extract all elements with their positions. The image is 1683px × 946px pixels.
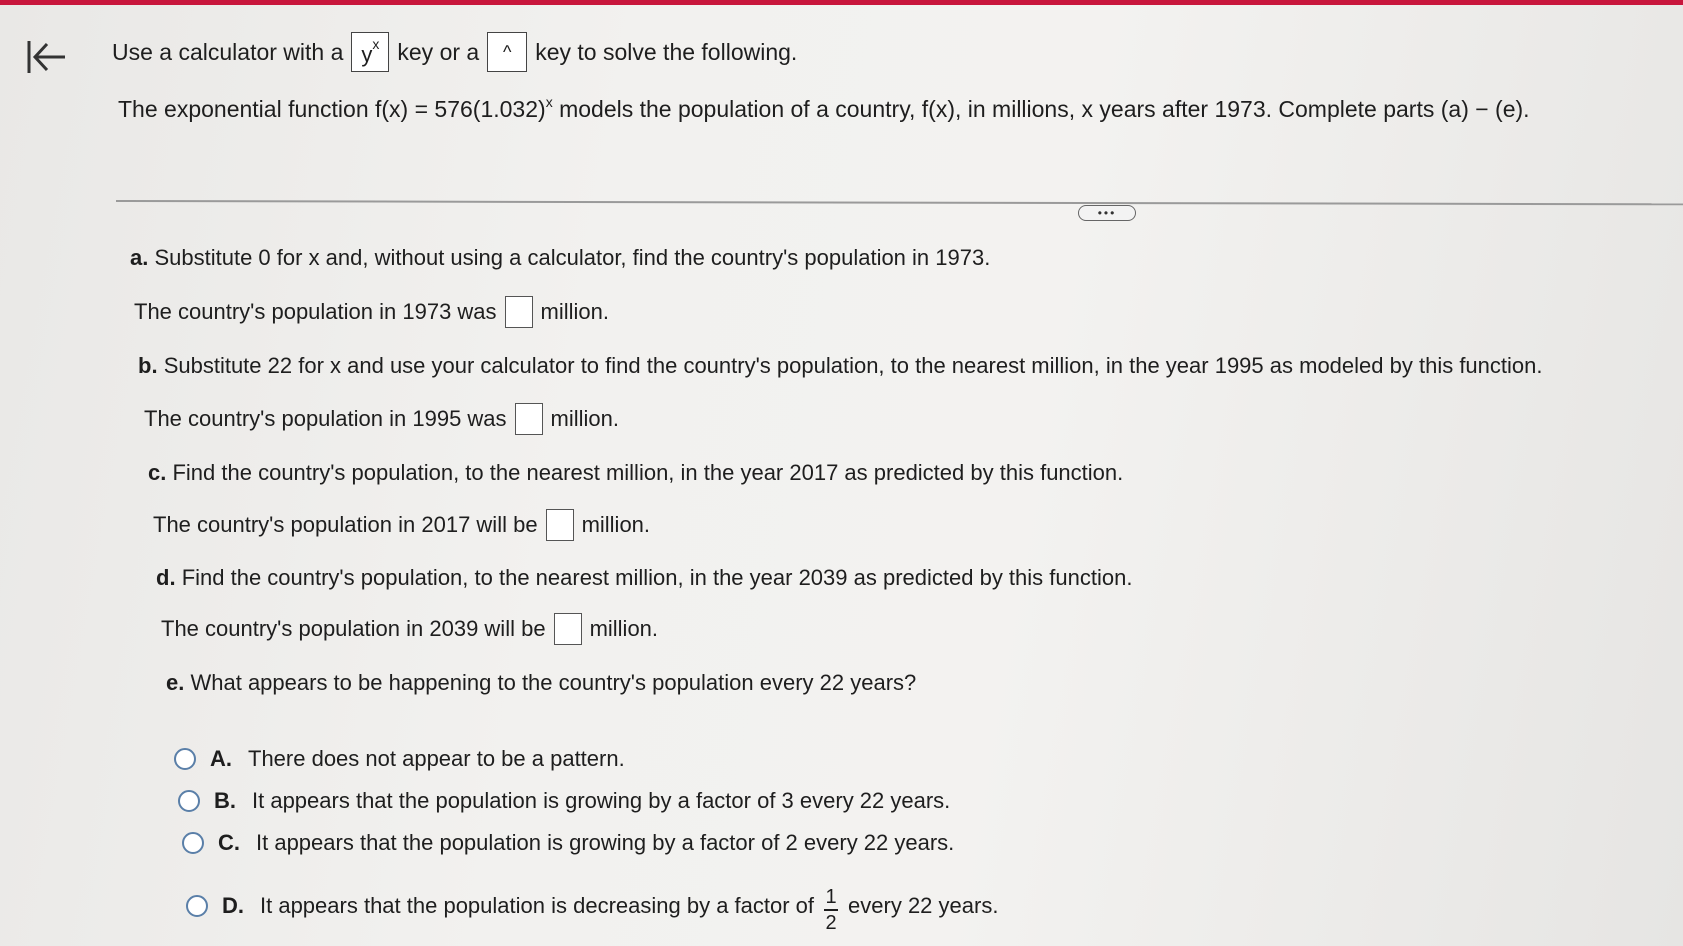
part-a-answer-input[interactable] [505,296,533,328]
part-c-question [148,460,1123,486]
intro-text-end: key to solve the following. [535,38,798,65]
part-e-text: What appears to be happening to the country's population every 22 years? [190,670,917,695]
choice-c-letter: C. [218,830,240,855]
part-b-answer-prefix: The country's population in 1995 was [144,406,507,431]
part-b-question [138,353,1542,379]
part-e-question [166,670,916,696]
choice-d-radio[interactable] [186,895,208,917]
statement-exponent: x [545,94,553,110]
intro-text-start: Use a calculator with a [112,38,344,65]
part-c-answer-suffix: million. [581,512,651,537]
choice-b-letter: B. [214,788,236,813]
fraction-numerator: 1 [825,886,837,908]
problem-statement [118,96,1530,123]
back-button[interactable] [24,34,70,80]
key-base: y [361,42,373,67]
part-b-answer-suffix: million. [550,406,620,431]
part-d-answer-suffix: million. [589,616,659,641]
choice-d-text-end: every 22 years. [848,892,999,918]
choice-d-letter: D. [222,892,244,918]
choice-d-text-start: It appears that the population is decreasing by a factor of [260,892,815,918]
part-d-label: d. [156,565,176,590]
choice-c[interactable] [182,830,954,856]
statement-start: The exponential function f(x) = 576(1.032) [118,96,546,122]
part-c-answer-line [153,509,650,541]
part-e-label: e. [166,670,185,695]
instructions [112,32,797,72]
part-b-answer-input[interactable] [515,403,543,435]
section-divider [116,200,1683,205]
expand-more-button[interactable] [1078,205,1136,221]
statement-end: models the population of a country, f(x), in millions, x years after 1973. Complete parts (a) − (e). [552,96,1530,122]
choice-a-letter: A. [210,746,232,771]
choice-a-radio[interactable] [174,748,196,770]
one-half-fraction [824,886,838,934]
part-d-answer-line [161,613,658,645]
part-c-label: c. [148,460,167,485]
part-a-answer-prefix: The country's population in 1973 was [134,299,497,324]
part-d-answer-prefix: The country's population in 2039 will be [161,616,546,641]
part-a-text: Substitute 0 for x and, without using a calculator, find the country's population in 1973. [154,245,991,270]
choice-d[interactable] [186,882,999,934]
part-b-answer-line [144,403,619,435]
choice-c-radio[interactable] [182,832,204,854]
key-exponent: x [372,36,380,52]
more-dots-icon: ••• [1097,206,1117,220]
part-d-question [156,565,1132,591]
part-a-answer-suffix: million. [540,299,610,324]
part-a-label: a. [130,245,149,270]
part-c-text: Find the country's population, to the nearest million, in the year 2017 as predicted by this function. [172,460,1124,485]
part-d-answer-input[interactable] [554,613,582,645]
part-b-label: b. [138,353,158,378]
choice-a-text: There does not appear to be a pattern. [248,746,625,771]
part-b-text: Substitute 22 for x and use your calculator to find the country's population, to the nearest million, in the year 1995 as modeled by this function. [163,353,1543,378]
choice-b-radio[interactable] [178,790,200,812]
top-accent-bar [0,0,1683,5]
fraction-denominator: 2 [825,911,837,934]
intro-text-middle: key or a [397,38,480,65]
part-a-question [130,245,990,271]
choice-c-text: It appears that the population is growing by a factor of 2 every 22 years. [256,830,955,855]
choice-b[interactable] [178,788,950,814]
part-c-answer-prefix: The country's population in 2017 will be [153,512,538,537]
caret-key: ^ [487,32,527,72]
arrow-left-to-bar-icon [25,35,69,79]
part-d-text: Find the country's population, to the nearest million, in the year 2039 as predicted by this function. [181,565,1133,590]
choice-a[interactable] [174,746,625,772]
part-a-answer-line [134,296,609,328]
part-c-answer-input[interactable] [546,509,574,541]
fraction-bar [824,909,838,911]
choice-b-text: It appears that the population is growing by a factor of 3 every 22 years. [252,788,951,813]
y-power-x-key [351,32,389,72]
